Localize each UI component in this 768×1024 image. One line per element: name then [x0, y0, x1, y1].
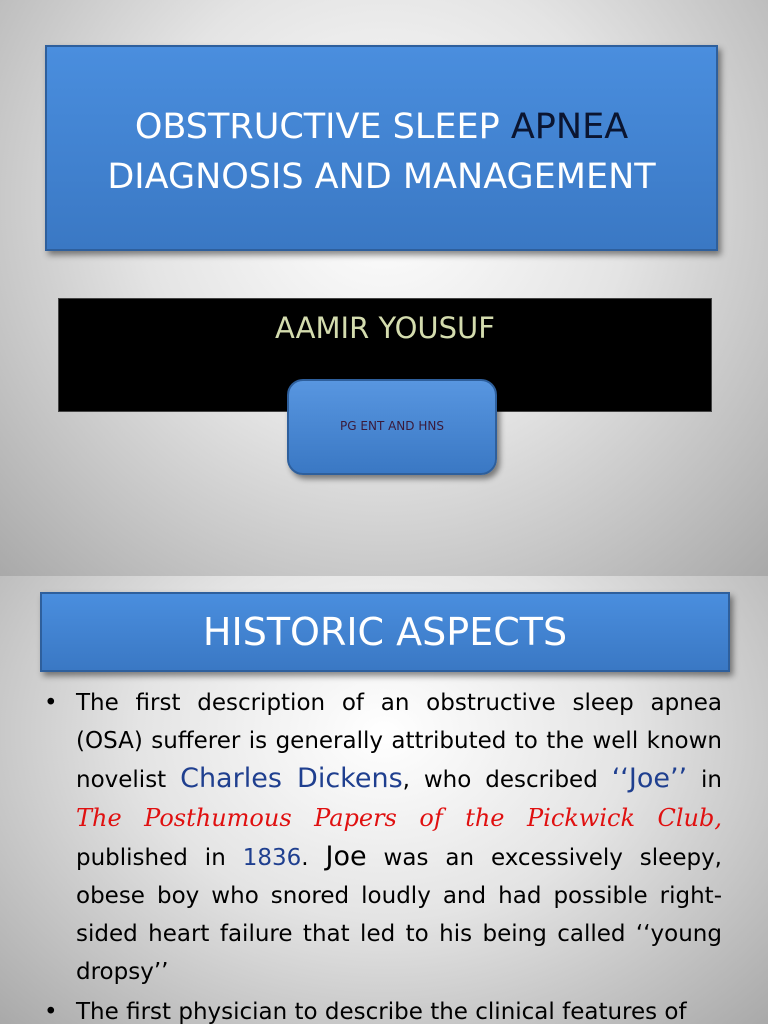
historic-aspects-slide — [0, 576, 768, 1024]
book-title: The Posthumous Papers of the Pickwick Club, — [76, 804, 722, 832]
bullet-item: • The first physician to describe the clinical features of — [40, 993, 722, 1024]
author-dickens: Charles Dickens — [180, 763, 403, 794]
bullet-list — [40, 684, 722, 1024]
title-line-2: DIAGNOSIS AND MANAGEMENT — [107, 157, 656, 197]
title-line-1: OBSTRUCTIVE SLEEP APNEA — [134, 107, 629, 147]
department-box — [287, 379, 497, 475]
bullet-item: • The first description of an obstructive sleep apnea (OSA) sufferer is generally attributed to the well known novelist Charles Dickens, who described ‘‘Joe’’ in The Posthumous Papers of the Pickwick Club, published in 1836. Joe was an excessively sleepy, obese boy who snored loudly and had possible right-sided heart failure that led to his being called ‘‘young dropsy’’ — [40, 684, 722, 991]
slide-title — [45, 45, 718, 251]
joe-quoted: ‘‘Joe’’ — [611, 763, 688, 794]
department-label: PG ENT AND HNS — [340, 419, 444, 433]
title-apnea: APNEA — [510, 107, 629, 147]
slide-title: HISTORIC ASPECTS — [40, 592, 730, 672]
author-name: AAMIR YOUSUF — [275, 311, 495, 345]
joe-name: Joe — [325, 841, 367, 872]
year: 1836 — [242, 845, 302, 871]
